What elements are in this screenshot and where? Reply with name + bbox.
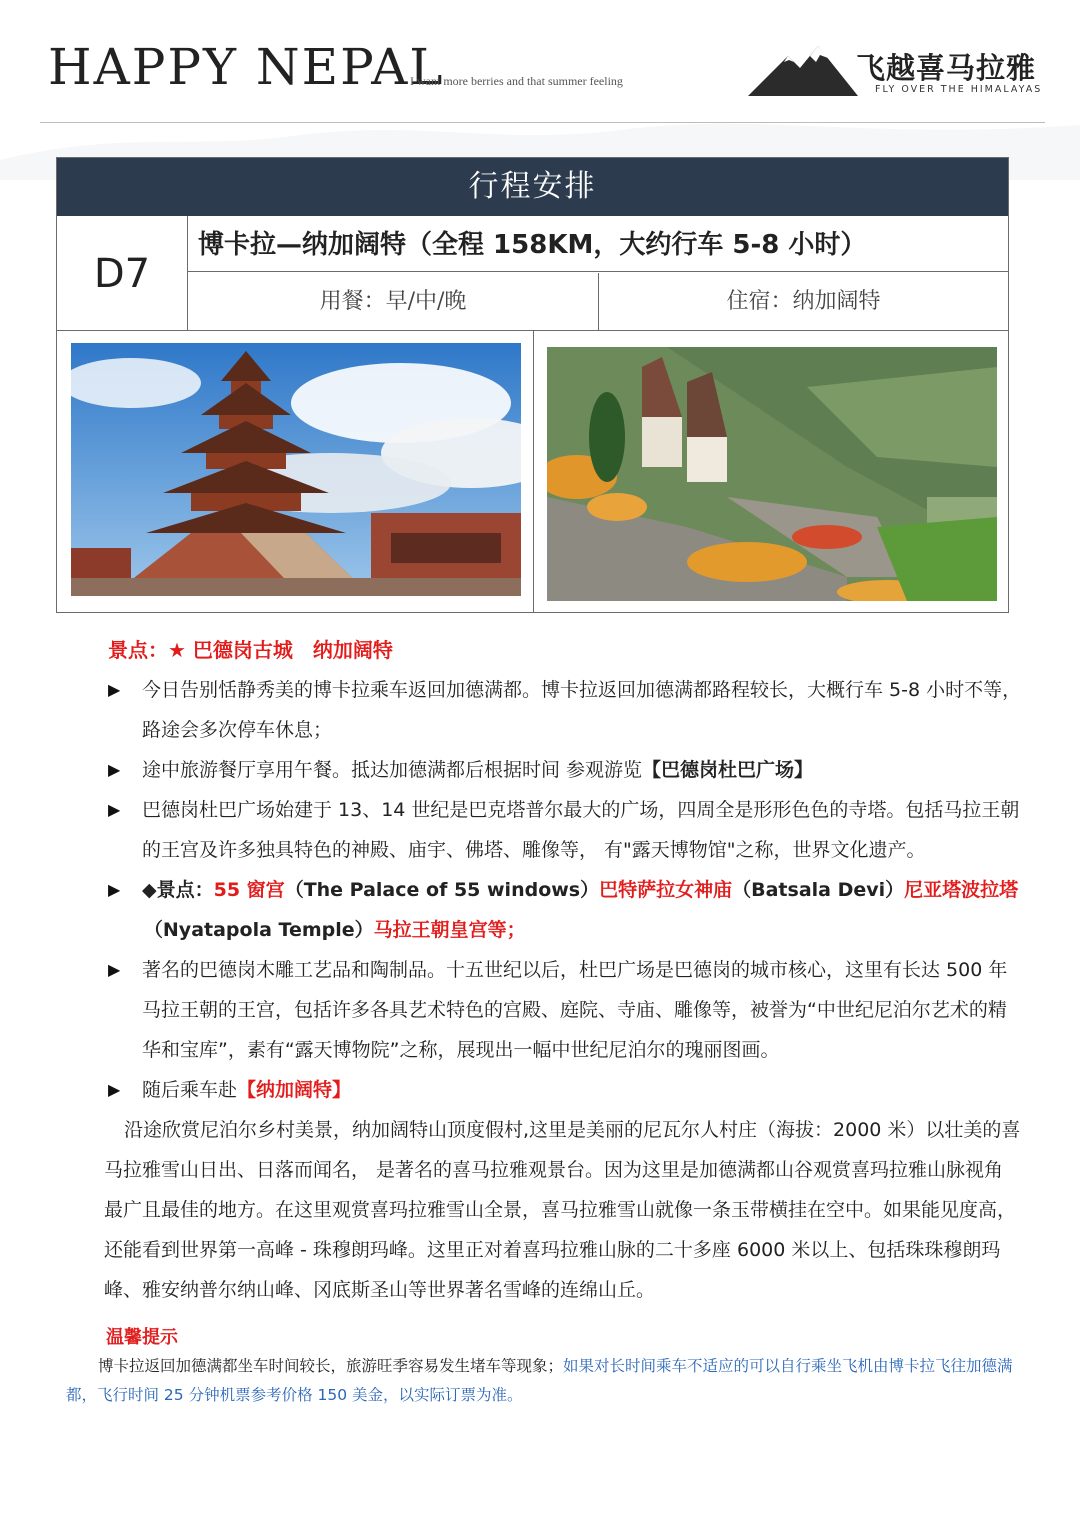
paragraph-lunch: 途中旅游餐厅享用午餐。抵达加德满都后根据时间 参观游览【巴德岗杜巴广场】 bbox=[142, 759, 814, 781]
route-title: 博卡拉—纳加阔特（全程 158KM，大约行车 5-8 小时） bbox=[188, 216, 1008, 272]
bullet-arrow-icon: ▶ bbox=[108, 960, 121, 979]
bullet-arrow-icon: ▶ bbox=[108, 880, 121, 899]
paragraph-square-history: 巴德岗杜巴广场始建于 13、14 世纪是巴克塔普尔最大的广场，四周全是形形色色的寺塔。包括马拉王朝的王宫及许多独具特色的神殿、庙宇、佛塔、雕像等， 有"露天博物馆"之称，世界文化遗产。 bbox=[142, 799, 1020, 861]
logo-chinese-name: 飞越喜马拉雅 bbox=[856, 51, 1037, 85]
paragraph-to-nagarkot: 随后乘车赴【纳加阔特】 bbox=[142, 1079, 352, 1101]
bullet-arrow-icon: ▶ bbox=[108, 680, 121, 699]
pagoda-temple-photo bbox=[71, 343, 521, 596]
bullet-arrow-icon: ▶ bbox=[108, 760, 121, 779]
paragraph-depart: 今日告别恬静秀美的博卡拉乘车返回加德满都。博卡拉返回加德满都路程较长，大概行车 5-8 小时不等，路途会多次停车休息； bbox=[142, 679, 1022, 741]
spots-heading: 景点：★ 巴德岗古城 纳加阔特 bbox=[108, 638, 393, 662]
brand-tagline: I want more berries and that summer feeling bbox=[410, 74, 623, 88]
day-label: D7 bbox=[57, 216, 188, 330]
brand-title: HAPPY NEPAL bbox=[48, 38, 445, 96]
paragraph-woodcraft: 著名的巴德岗木雕工艺品和陶制品。十五世纪以后，杜巴广场是巴德岗的城市核心，这里有长达 500 年马拉王朝的王宫，包括许多各具艺术特色的宫殿、庭院、寺庙、雕像等，被誉为“中世纪尼泊尔艺术的精华和宝库”，素有“露天博物院”之称，展现出一幅中世纪尼泊尔的瑰丽图画。 bbox=[142, 959, 1008, 1061]
bullet-arrow-icon: ▶ bbox=[108, 1080, 121, 1099]
logo bbox=[748, 38, 1048, 100]
bullet-arrow-icon: ▶ bbox=[108, 800, 121, 819]
paragraph-nagarkot: 沿途欣赏尼泊尔乡村美景，纳加阔特山顶度假村,这里是美丽的尼瓦尔人村庄（海拔：2000 米）以壮美的喜马拉雅雪山日出、日落而闻名， 是著名的喜马拉雅观景台。因为这里是加德满都山谷观赏喜玛拉雅山脉视角最广且最佳的地方。在这里观赏喜玛拉雅雪山全景，喜马拉雅雪山就像一条玉带横挂在空中。如果能见度高，还能看到世界第一高峰 - 珠穆朗玛峰。这里正对着喜玛拉雅山脉的二十多座 6000 米以上、包括珠珠穆朗玛峰、雅安纳普尔纳山峰、冈底斯圣山等世界著名雪峰的连绵山丘。 bbox=[104, 1119, 1021, 1301]
hotel-info: 住宿：纳加阔特 bbox=[726, 289, 881, 314]
itinerary-card bbox=[56, 157, 1009, 613]
nagarkot-resort-photo bbox=[547, 347, 997, 601]
logo-english-name: FLY OVER THE HIMALAYAS bbox=[875, 84, 1043, 95]
tips-heading: 温馨提示 bbox=[106, 1327, 178, 1348]
mountain-logo-icon bbox=[748, 38, 858, 98]
bhaktapur-square-highlight: 【巴德岗杜巴广场】 bbox=[642, 759, 814, 781]
photo-divider bbox=[533, 330, 534, 612]
paragraph-spots-list: ◆景点：55 窗宫（The Palace of 55 windows）巴特萨拉女神庙（Batsala Devi）尼亚塔波拉塔 （Nyatapola Temple）马拉王朝皇宫等； bbox=[142, 879, 1019, 941]
flight-suggestion: 如果对长时间乘车不适应的可以自行乘坐飞机由博卡拉飞往加德满都，飞行时间 25 分钟机票参考价格 150 美金，以实际订票为准。 bbox=[66, 1357, 1013, 1404]
tips-text: 博卡拉返回加德满都坐车时间较长，旅游旺季容易发生堵车等现象；如果对长时间乘车不适应的可以自行乘坐飞机由博卡拉飞往加德满都，飞行时间 25 分钟机票参考价格 150 美金，以实际订票为准。 bbox=[66, 1357, 1013, 1404]
card-heading: 行程安排 bbox=[57, 158, 1008, 216]
meals-info: 用餐：早/中/晚 bbox=[188, 273, 599, 330]
